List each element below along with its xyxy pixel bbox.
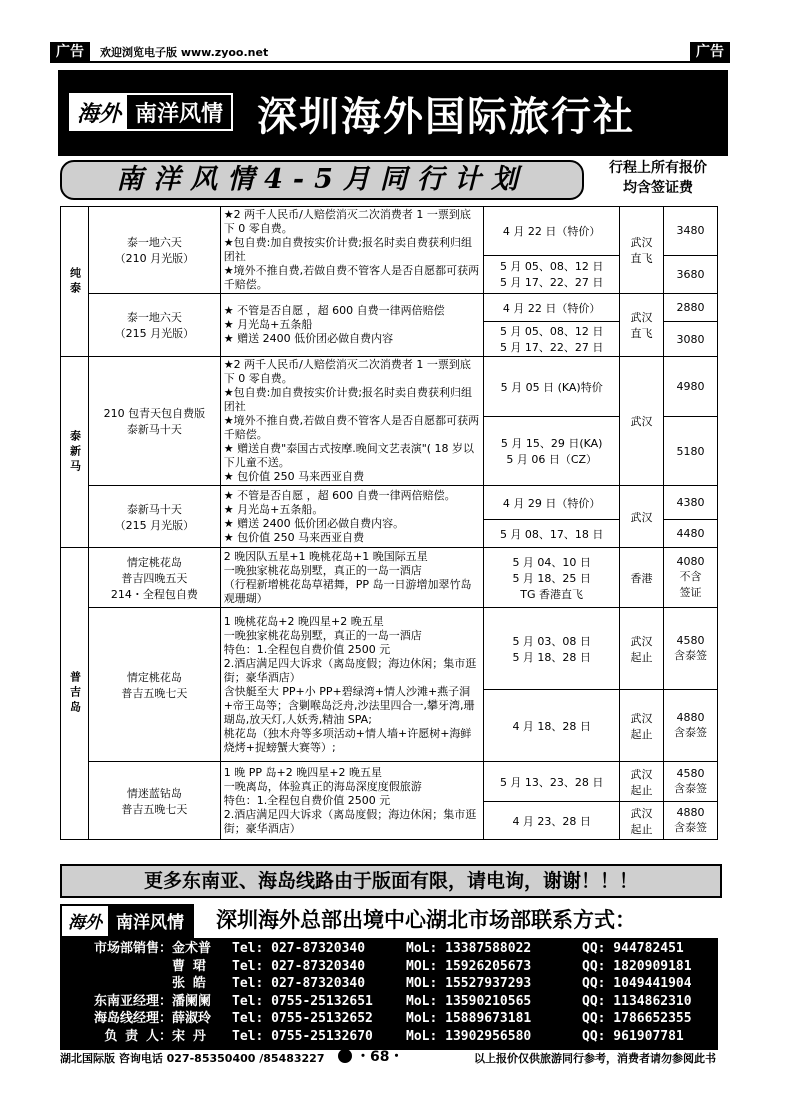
route-cell <box>620 357 664 486</box>
contact-qq: QQ: 944782451 <box>582 941 684 956</box>
product-name <box>88 486 220 548</box>
price-note-line1: 行程上所有报价 <box>609 160 707 176</box>
route-cell-line: 起止 <box>630 783 653 797</box>
product-features-line: ★境外不推自费,若做自费不管客人是否自愿都可获两千赔偿。 <box>223 264 480 291</box>
contact-mob[interactable]: MoL: 13387588022 <box>406 941 532 956</box>
departure-dates <box>484 608 620 690</box>
price-cell: 4480 <box>664 520 718 548</box>
departure-dates <box>484 762 620 802</box>
brand-logo <box>69 93 233 131</box>
contact-name: 金术普 <box>172 941 212 956</box>
product-features-line: ★2 两千人民币/人赔偿消灭二次消费者 1 一票到底下 0 零自费。 <box>223 208 471 235</box>
route-cell-line: 武汉 <box>630 634 653 648</box>
product-features-line: 特色：1.全程包自费价值 2500 元 <box>223 793 391 807</box>
contact-row <box>60 993 718 1011</box>
ad-label-right: 广告 <box>690 42 730 62</box>
route-cell-line: 香港 <box>630 571 653 585</box>
price-cell-line: 含泰签 <box>674 649 707 662</box>
departure-dates <box>484 255 620 293</box>
price-cell: 4980 <box>664 357 718 417</box>
product-name-line: 普吉四晚五天 <box>121 571 188 585</box>
departure-dates-line: 5 月 17、22、27 日 <box>499 276 604 290</box>
route-cell-line: 直飞 <box>630 252 653 265</box>
contact-name: 曹 珺 <box>172 958 206 974</box>
table-row <box>61 294 718 322</box>
product-features <box>220 548 484 608</box>
product-name-line: 泰一地六天 <box>126 236 182 249</box>
route-cell-line: 起止 <box>630 727 653 741</box>
product-name <box>88 762 220 840</box>
contact-mob[interactable]: MoL: 15889673181 <box>406 1011 532 1026</box>
route-cell-line: 武汉 <box>630 236 653 249</box>
product-name-line: （215 月光版） <box>114 518 195 532</box>
price-cell-line: 含泰签 <box>674 726 707 739</box>
contact-role <box>60 975 172 993</box>
departure-dates-line: 5 月 18、28 日 <box>512 650 591 664</box>
product-features <box>220 608 484 762</box>
price-cell <box>664 548 718 608</box>
departure-dates <box>484 294 620 322</box>
contact-row <box>60 1010 718 1028</box>
product-name-line: 214・全程包自费 <box>110 587 198 601</box>
contact-row <box>60 958 718 976</box>
contact-name: 张 皓 <box>172 976 206 991</box>
site-tagline: 欢迎浏览电子版 www.zyoo.net <box>100 46 269 59</box>
destination-cell: 泰新马 <box>61 357 89 548</box>
price-cell-line: 含泰签 <box>674 821 707 834</box>
departure-dates-line: 4 月 22 日（特价） <box>502 301 601 315</box>
table-row <box>61 762 718 802</box>
route-cell <box>620 762 664 802</box>
contact-mob[interactable]: MOL: 15527937293 <box>406 976 532 991</box>
contact-tel[interactable]: Tel: 027-87320340 <box>232 958 366 974</box>
departure-dates-line: 4 月 29 日（特价） <box>502 496 601 510</box>
price-cell-line: 4880 <box>676 711 705 724</box>
price-cell-line: 含泰签 <box>674 782 707 795</box>
departure-dates-line: 5 月 05、08、12 日 <box>499 260 604 274</box>
price-cell <box>664 690 718 762</box>
price-cell-line: 不含 <box>679 570 702 583</box>
product-features-line: 2.酒店满足四大诉求（离岛度假；海边休闲；集市逛街；豪华酒店） <box>223 807 477 835</box>
footer-left: 湖北国际版 咨询电话 027-85350400 /85483227 <box>60 1052 325 1065</box>
contact-row <box>60 1028 718 1046</box>
price-cell-line: 签证 <box>679 586 702 599</box>
departure-dates <box>484 548 620 608</box>
contact-tel[interactable]: Tel: 0755-25132651 <box>232 993 373 1009</box>
departure-dates-line: 5 月 04、10 日 <box>512 555 591 569</box>
contact-role: 市场部销售： <box>93 941 172 956</box>
top-rule <box>50 61 730 63</box>
destination-cell: 纯泰 <box>61 207 89 357</box>
product-name <box>88 207 220 294</box>
table-row <box>61 548 718 608</box>
product-features-line: ★ 月光岛+五条船 <box>223 318 313 331</box>
company-name: 深圳海外国际旅行社 <box>257 94 635 140</box>
contact-logo-nanyang: 南洋风情 <box>108 906 192 936</box>
route-cell-line: 起止 <box>630 822 653 836</box>
contact-qq: QQ: 1786652355 <box>582 1011 692 1026</box>
product-features <box>220 762 484 840</box>
route-cell <box>620 486 664 548</box>
departure-dates <box>484 690 620 762</box>
contact-mob[interactable]: MoL: 13590210565 <box>406 993 532 1009</box>
price-cell <box>664 762 718 802</box>
brand-header <box>58 70 728 156</box>
departure-dates-line: 5 月 05 日 (KA)特价 <box>500 380 603 394</box>
product-features-line: 1 晚桃花岛+2 晚四星+2 晚五星 <box>223 614 384 628</box>
contact-role: 海岛线经理： <box>93 1011 172 1026</box>
departure-dates <box>484 207 620 256</box>
contact-title: 深圳海外总部出境中心湖北市场部联系方式： <box>216 908 636 932</box>
departure-dates-line: 5 月 13、23、28 日 <box>499 775 604 789</box>
plan-banner: 南洋风情4-5月同行计划 <box>60 160 584 200</box>
product-name-line: 泰一地六天 <box>126 311 182 324</box>
departure-dates-line: 5 月 05、08、12 日 <box>499 325 604 338</box>
contact-tel[interactable]: Tel: 027-87320340 <box>232 976 366 991</box>
route-cell-line: 起止 <box>630 650 653 664</box>
departure-dates <box>484 417 620 486</box>
departure-dates-line: 5 月 18、25 日 <box>512 571 591 585</box>
product-name-line: 普吉五晚七天 <box>121 686 188 700</box>
itinerary-table <box>60 206 718 840</box>
price-cell-line: 4880 <box>676 806 705 819</box>
departure-dates-line: 4 月 23、28 日 <box>512 814 591 828</box>
product-features-line: ★ 月光岛+五条船。 <box>223 502 324 516</box>
contact-role: 负 责 人： <box>104 1028 172 1044</box>
contact-logo-haiwai: 海外 <box>62 906 108 936</box>
route-cell <box>620 207 664 294</box>
price-note-line2: 均含签证费 <box>623 180 693 196</box>
contact-qq: QQ: 961907781 <box>582 1028 684 1044</box>
product-name <box>88 608 220 762</box>
contact-tel[interactable]: Tel: 0755-25132652 <box>232 1011 373 1026</box>
contact-qq: QQ: 1134862310 <box>582 993 692 1009</box>
route-cell-line: 武汉 <box>630 711 653 725</box>
contact-name: 潘阑阑 <box>172 993 212 1009</box>
price-cell: 3480 <box>664 207 718 256</box>
product-name-line: 泰新马十天 <box>126 502 182 516</box>
route-cell <box>620 802 664 840</box>
product-name <box>88 294 220 357</box>
contact-list <box>60 940 718 1045</box>
departure-dates <box>484 357 620 417</box>
price-cell: 4380 <box>664 486 718 520</box>
route-cell-line: 直飞 <box>630 327 653 340</box>
contact-tel[interactable]: Tel: 027-87320340 <box>232 941 366 956</box>
product-features-line: （行程新增桃花岛草裙舞，PP 岛一日游增加翠竹岛观珊瑚） <box>223 577 472 605</box>
logo-text-haiwai: 海外 <box>71 95 127 129</box>
departure-dates-line: TG 香港直飞 <box>520 587 584 601</box>
product-features-line: 1 晚 PP 岛+2 晚四星+2 晚五星 <box>223 765 382 779</box>
product-features-line: 一晚独家桃花岛别墅，真正的一岛一酒店 <box>223 628 422 642</box>
product-features <box>220 486 484 548</box>
product-features-line: 一晚离岛，体验真正的海岛深度度假旅游 <box>223 779 422 793</box>
product-features-line: 2.酒店满足四大诉求（离岛度假；海边休闲；集市逛街；豪华酒店） <box>223 656 477 684</box>
product-features-line: ★境外不推自费,若做自费不管客人是否自愿都可获两千赔偿。 <box>223 414 480 441</box>
product-features-line: ★ 赠送 2400 低价团必做自费内容。 <box>223 516 405 530</box>
contact-box <box>60 938 718 1050</box>
product-features-line: ★2 两千人民币/人赔偿消灭二次消费者 1 一票到底下 0 零自费。 <box>223 358 471 385</box>
product-name <box>88 357 220 486</box>
route-cell <box>620 690 664 762</box>
route-cell <box>620 294 664 357</box>
route-cell-line: 武汉 <box>630 415 653 428</box>
product-name-line: （210 月光版） <box>114 252 195 265</box>
contact-name: 薛淑玲 <box>172 1011 212 1026</box>
contact-name: 宋 丹 <box>172 1028 206 1044</box>
product-features-line: ★ 包价值 250 马来西亚自费 <box>223 470 365 483</box>
logo-text-nanyang: 南洋风情 <box>127 95 231 129</box>
product-features-line: ★包自费:加自费按实价计费;报名时卖自费获利归组团社 <box>223 386 473 413</box>
product-features-line: ★ 赠送自费"泰国古式按摩.晚间文艺表演"( 18 岁以下儿童不送。 <box>223 442 475 469</box>
price-cell-line: 4580 <box>676 634 705 647</box>
product-name-line: 情定桃花岛 <box>126 670 182 684</box>
departure-dates <box>484 486 620 520</box>
contact-mob[interactable]: MOL: 15926205673 <box>406 958 532 974</box>
product-features <box>220 357 484 486</box>
table-row <box>61 207 718 256</box>
departure-dates-line: 5 月 06 日（CZ） <box>506 453 598 467</box>
page-logo-icon <box>338 1049 352 1063</box>
price-cell-line: 4580 <box>676 767 705 780</box>
product-features-line: 2 晚因队五星+1 晚桃花岛+1 晚国际五星 <box>223 549 428 563</box>
contact-row <box>60 975 718 993</box>
departure-dates-line: 4 月 22 日（特价） <box>502 224 601 238</box>
departure-dates-line: 5 月 15、29 日(KA) <box>500 437 603 451</box>
price-cell-line: 4080 <box>676 555 705 568</box>
route-cell <box>620 608 664 690</box>
price-cell: 2880 <box>664 294 718 322</box>
price-note <box>588 158 728 198</box>
departure-dates-line: 4 月 18、28 日 <box>512 719 591 733</box>
product-features-line: ★包自费:加自费按实价计费;报名时卖自费获利归组团社 <box>223 236 473 263</box>
departure-dates <box>484 322 620 357</box>
more-routes-bar: 更多东南亚、海岛线路由于版面有限，请电询，谢谢！！！ <box>60 864 722 898</box>
route-cell-line: 武汉 <box>630 311 653 324</box>
price-cell <box>664 608 718 690</box>
table-row <box>61 608 718 690</box>
route-cell-line: 武汉 <box>630 510 653 524</box>
table-row <box>61 357 718 417</box>
contact-tel[interactable]: Tel: 0755-25132670 <box>232 1028 373 1044</box>
departure-dates-line: 5 月 17、22、27 日 <box>499 341 604 354</box>
page-number: ・68・ <box>356 1049 404 1065</box>
price-cell <box>664 802 718 840</box>
product-features <box>220 207 484 294</box>
product-features-line: 桃花岛（独木舟等多项活动+情人墙+许愿树+海鲜烧烤+捉螃蟹大赛等）; <box>223 726 472 754</box>
product-features <box>220 294 484 357</box>
table-row <box>61 486 718 520</box>
price-cell: 5180 <box>664 417 718 486</box>
product-name-line: 普吉五晚七天 <box>121 802 188 816</box>
product-features-line: 含快艇至大 PP+小 PP+碧绿湾+情人沙滩+燕子洞+帝王岛等；含剿喉岛泛舟,沙法里四合一,攀牙湾,珊瑚岛,放天灯,人妖秀,精油 SPA; <box>223 684 475 726</box>
product-name-line: 情定桃花岛 <box>126 555 182 569</box>
product-features-line: 特色：1.全程包自费价值 2500 元 <box>223 642 391 656</box>
product-features-line: ★ 包价值 250 马来西亚自费 <box>223 530 365 544</box>
route-cell-line: 武汉 <box>630 806 653 820</box>
product-name-line: （215 月光版） <box>114 327 195 340</box>
contact-mob[interactable]: MoL: 13902956580 <box>406 1028 532 1044</box>
departure-dates <box>484 802 620 840</box>
product-features-line: ★ 不管是否自愿 ，超 600 自费一律两倍赔偿。 <box>223 488 456 502</box>
departure-dates <box>484 520 620 548</box>
departure-dates-line: 5 月 03、08 日 <box>512 634 591 648</box>
contact-role <box>60 958 172 976</box>
product-name <box>88 548 220 608</box>
ad-label-left: 广告 <box>50 42 90 62</box>
product-name-line: 泰新马十天 <box>126 423 182 436</box>
contact-qq: QQ: 1820909181 <box>582 958 692 974</box>
departure-dates-line: 5 月 08、17、18 日 <box>499 527 604 541</box>
destination-cell: 普吉岛 <box>61 548 89 840</box>
footer-page <box>338 1046 403 1066</box>
contact-logo <box>60 904 194 938</box>
product-features-line: 一晚独家桃花岛别墅，真正的一岛一酒店 <box>223 563 422 577</box>
price-cell: 3080 <box>664 322 718 357</box>
footer-right: 以上报价仅供旅游同行参考，消费者请勿参阅此书 <box>474 1052 716 1065</box>
route-cell-line: 武汉 <box>630 767 653 781</box>
contact-role: 东南亚经理： <box>93 993 172 1009</box>
contact-row <box>60 940 718 958</box>
product-features-line: ★ 不管是否自愿 ，超 600 自费一律两倍赔偿 <box>223 304 445 317</box>
price-cell: 3680 <box>664 255 718 293</box>
product-name-line: 情迷蓝钻岛 <box>126 786 182 800</box>
contact-qq: QQ: 1049441904 <box>582 976 692 991</box>
product-name-line: 210 包青天包自费版 <box>103 407 206 420</box>
product-features-line: ★ 赠送 2400 低价团必做自费内容 <box>223 332 394 345</box>
route-cell <box>620 548 664 608</box>
